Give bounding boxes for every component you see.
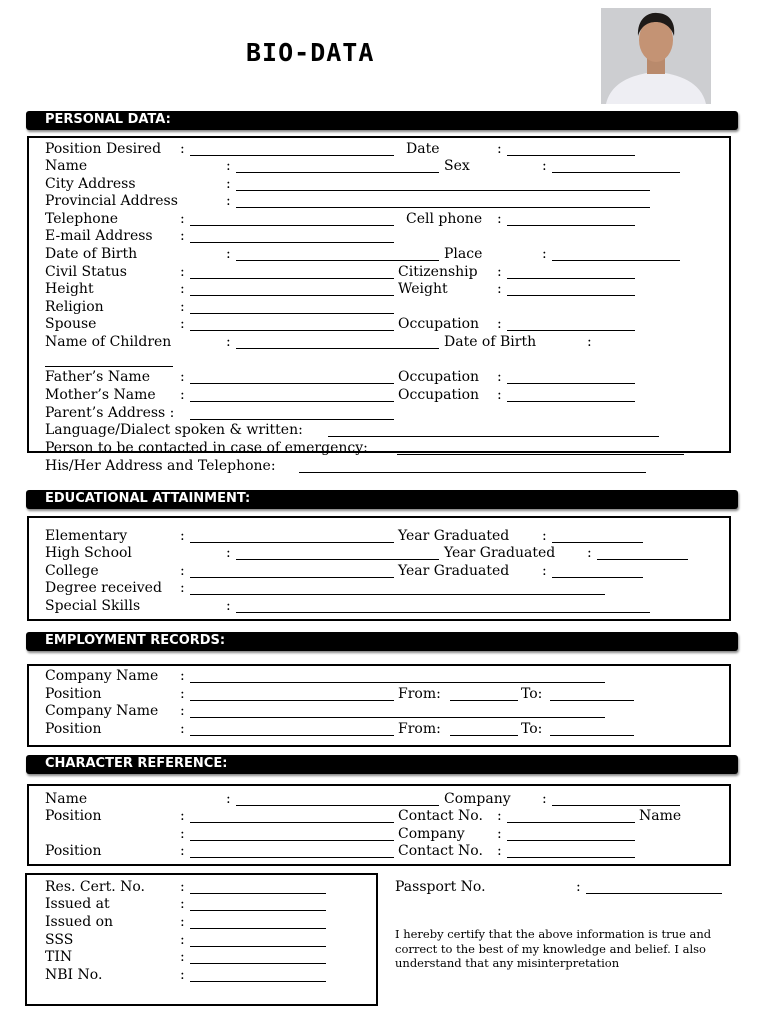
degree-field[interactable] (190, 594, 605, 595)
label-issued-at: Issued at (45, 896, 110, 912)
colon: : (497, 843, 502, 859)
colon: : (180, 281, 185, 297)
label-date-of-birth: Date of Birth (45, 246, 138, 262)
label-to-1: To: (521, 686, 543, 702)
label-elementary-year-graduated: Year Graduated (398, 528, 510, 544)
colon: : (497, 141, 502, 157)
colon: : (180, 967, 185, 983)
name-field[interactable] (236, 172, 439, 173)
label-civil-status: Civil Status (45, 264, 127, 280)
colon: : (576, 879, 581, 895)
reference-contact-2-field[interactable] (507, 857, 635, 858)
label-college-year-graduated: Year Graduated (398, 563, 510, 579)
parents-address-field[interactable] (190, 419, 394, 420)
label-emergency-address: His/Her Address and Telephone: (45, 458, 276, 474)
colon: : (180, 316, 185, 332)
label-parents-address: Parent’s Address : (45, 405, 175, 421)
label-children-date-of-birth: Date of Birth (444, 334, 537, 350)
spouse-field[interactable] (190, 330, 394, 331)
colon: : (180, 826, 185, 842)
label-spouse: Spouse (45, 316, 97, 332)
label-nbi: NBI No. (45, 967, 103, 983)
elementary-field[interactable] (190, 542, 394, 543)
colon: : (180, 703, 185, 719)
colon: : (497, 369, 502, 385)
issued-on-field[interactable] (190, 928, 326, 929)
cell-phone-field[interactable] (507, 225, 635, 226)
label-weight: Weight (398, 281, 448, 297)
weight-field[interactable] (507, 295, 635, 296)
telephone-field[interactable] (190, 225, 394, 226)
label-company-name-2: Company Name (45, 703, 159, 719)
colon: : (497, 826, 502, 842)
colon: : (180, 528, 185, 544)
colon: : (180, 141, 185, 157)
label-name-of-children: Name of Children (45, 334, 172, 350)
provincial-address-field[interactable] (236, 207, 650, 208)
colon: : (180, 580, 185, 596)
fathers-occupation-field[interactable] (507, 383, 635, 384)
colon: : (226, 791, 231, 807)
place-field[interactable] (552, 260, 680, 261)
label-tin: TIN (45, 949, 73, 965)
label-sss: SSS (45, 932, 74, 948)
label-high-school: High School (45, 545, 132, 561)
label-spouse-occupation: Occupation (398, 316, 480, 332)
special-skills-field[interactable] (236, 612, 650, 613)
elementary-year-field[interactable] (552, 542, 643, 543)
colon: : (497, 808, 502, 824)
colon: : (180, 843, 185, 859)
section-header-education: EDUCATIONAL ATTAINMENT: (26, 490, 738, 509)
colon: : (226, 246, 231, 262)
colon: : (542, 158, 547, 174)
label-reference-position-2: Position (45, 843, 102, 859)
colon: : (180, 264, 185, 280)
colon: : (497, 281, 502, 297)
language-field[interactable] (328, 436, 659, 437)
colon: : (587, 545, 592, 561)
citizenship-field[interactable] (507, 278, 635, 279)
label-from-1: From: (398, 686, 441, 702)
children-date-of-birth-field[interactable] (45, 366, 173, 367)
label-reference-name-2: Name (639, 808, 682, 824)
colon: : (180, 932, 185, 948)
issued-at-field[interactable] (190, 910, 326, 911)
label-email: E-mail Address (45, 228, 153, 244)
applicant-photo-image (601, 8, 711, 104)
colon: : (226, 334, 231, 350)
section-header-employment: EMPLOYMENT RECORDS: (26, 632, 738, 651)
reference-name-1-field[interactable] (236, 805, 439, 806)
label-mothers-occupation: Occupation (398, 387, 480, 403)
college-year-field[interactable] (552, 577, 643, 578)
label-religion: Religion (45, 299, 104, 315)
label-name: Name (45, 158, 88, 174)
reference-position-2-field[interactable] (190, 857, 394, 858)
to-1-field[interactable] (550, 700, 634, 701)
college-field[interactable] (190, 577, 394, 578)
colon: : (180, 879, 185, 895)
colon: : (226, 193, 231, 209)
colon: : (180, 211, 185, 227)
page-title: BIO-DATA (246, 38, 375, 67)
height-field[interactable] (190, 295, 394, 296)
label-position-2: Position (45, 721, 102, 737)
colon: : (180, 299, 185, 315)
position-1-field[interactable] (190, 700, 394, 701)
label-from-2: From: (398, 721, 441, 737)
label-mothers-name: Mother’s Name (45, 387, 156, 403)
religion-field[interactable] (190, 313, 394, 314)
label-college: College (45, 563, 99, 579)
label-reference-company-1: Company (444, 791, 511, 807)
colon: : (497, 316, 502, 332)
high-school-field[interactable] (236, 559, 439, 560)
date-field[interactable] (507, 155, 635, 156)
colon: : (180, 808, 185, 824)
colon: : (542, 246, 547, 262)
email-field[interactable] (190, 242, 394, 243)
label-degree-received: Degree received (45, 580, 162, 596)
passport-field[interactable] (586, 893, 722, 894)
label-to-2: To: (521, 721, 543, 737)
children-name-field[interactable] (236, 348, 439, 349)
applicant-photo (601, 8, 711, 104)
label-position-1: Position (45, 686, 102, 702)
mothers-occupation-field[interactable] (507, 401, 635, 402)
from-1-field[interactable] (450, 700, 518, 701)
nbi-field[interactable] (190, 981, 326, 982)
emergency-contact-field[interactable] (397, 454, 684, 455)
label-position-desired: Position Desired (45, 141, 162, 157)
colon: : (542, 563, 547, 579)
to-2-field[interactable] (550, 735, 634, 736)
reference-name-2-field[interactable] (190, 840, 394, 841)
label-reference-company-2: Company (398, 826, 465, 842)
city-address-field[interactable] (236, 190, 650, 191)
label-emergency-contact: Person to be contacted in case of emergency: (45, 440, 368, 456)
section-header-personal: PERSONAL DATA: (26, 111, 738, 130)
colon: : (180, 668, 185, 684)
sex-field[interactable] (552, 172, 680, 173)
tin-field[interactable] (190, 963, 326, 964)
label-reference-name-1: Name (45, 791, 88, 807)
colon: : (180, 686, 185, 702)
colon: : (180, 721, 185, 737)
label-height: Height (45, 281, 94, 297)
colon: : (180, 949, 185, 965)
spouse-occupation-field[interactable] (507, 330, 635, 331)
label-res-cert: Res. Cert. No. (45, 879, 146, 895)
mothers-name-field[interactable] (190, 401, 394, 402)
colon: : (180, 228, 185, 244)
label-passport: Passport No. (395, 879, 486, 895)
label-provincial-address: Provincial Address (45, 193, 178, 209)
colon: : (497, 387, 502, 403)
colon: : (180, 369, 185, 385)
company-name-2-field[interactable] (190, 717, 605, 718)
label-city-address: City Address (45, 176, 136, 192)
label-elementary: Elementary (45, 528, 128, 544)
label-high-school-year-graduated: Year Graduated (444, 545, 556, 561)
colon: : (497, 211, 502, 227)
label-date: Date (406, 141, 440, 157)
colon: : (180, 896, 185, 912)
reference-box (27, 784, 731, 866)
high-school-year-field[interactable] (597, 559, 688, 560)
position-2-field[interactable] (190, 735, 394, 736)
label-citizenship: Citizenship (398, 264, 478, 280)
label-telephone: Telephone (45, 211, 119, 227)
label-reference-contact-2: Contact No. (398, 843, 483, 859)
colon: : (226, 598, 231, 614)
colon: : (542, 528, 547, 544)
colon: : (226, 176, 231, 192)
sss-field[interactable] (190, 946, 326, 947)
fathers-name-field[interactable] (190, 383, 394, 384)
section-header-reference: CHARACTER REFERENCE: (26, 755, 738, 774)
date-of-birth-field[interactable] (236, 260, 439, 261)
civil-status-field[interactable] (190, 278, 394, 279)
certification-text: I hereby certify that the above information is true and correct to the best of my knowledge and belief. I also understand that any misinterpretation (395, 927, 712, 970)
colon: : (587, 334, 592, 350)
label-issued-on: Issued on (45, 914, 114, 930)
colon: : (226, 545, 231, 561)
colon: : (180, 387, 185, 403)
label-place: Place (444, 246, 483, 262)
label-language: Language/Dialect spoken & written: (45, 422, 303, 438)
reference-contact-1-field[interactable] (507, 822, 635, 823)
colon: : (180, 563, 185, 579)
label-reference-position-1: Position (45, 808, 102, 824)
label-cell-phone: Cell phone (406, 211, 483, 227)
colon: : (497, 264, 502, 280)
label-special-skills: Special Skills (45, 598, 141, 614)
label-fathers-occupation: Occupation (398, 369, 480, 385)
reference-company-1-field[interactable] (552, 805, 680, 806)
label-reference-contact-1: Contact No. (398, 808, 483, 824)
label-company-name-1: Company Name (45, 668, 159, 684)
from-2-field[interactable] (450, 735, 518, 736)
position-desired-field[interactable] (190, 155, 394, 156)
colon: : (226, 158, 231, 174)
emergency-address-field[interactable] (299, 472, 646, 473)
company-name-1-field[interactable] (190, 682, 605, 683)
res-cert-field[interactable] (190, 893, 326, 894)
reference-position-1-field[interactable] (190, 822, 394, 823)
colon: : (542, 791, 547, 807)
label-sex: Sex (444, 158, 470, 174)
reference-company-2-field[interactable] (507, 840, 635, 841)
colon: : (180, 914, 185, 930)
label-fathers-name: Father’s Name (45, 369, 150, 385)
